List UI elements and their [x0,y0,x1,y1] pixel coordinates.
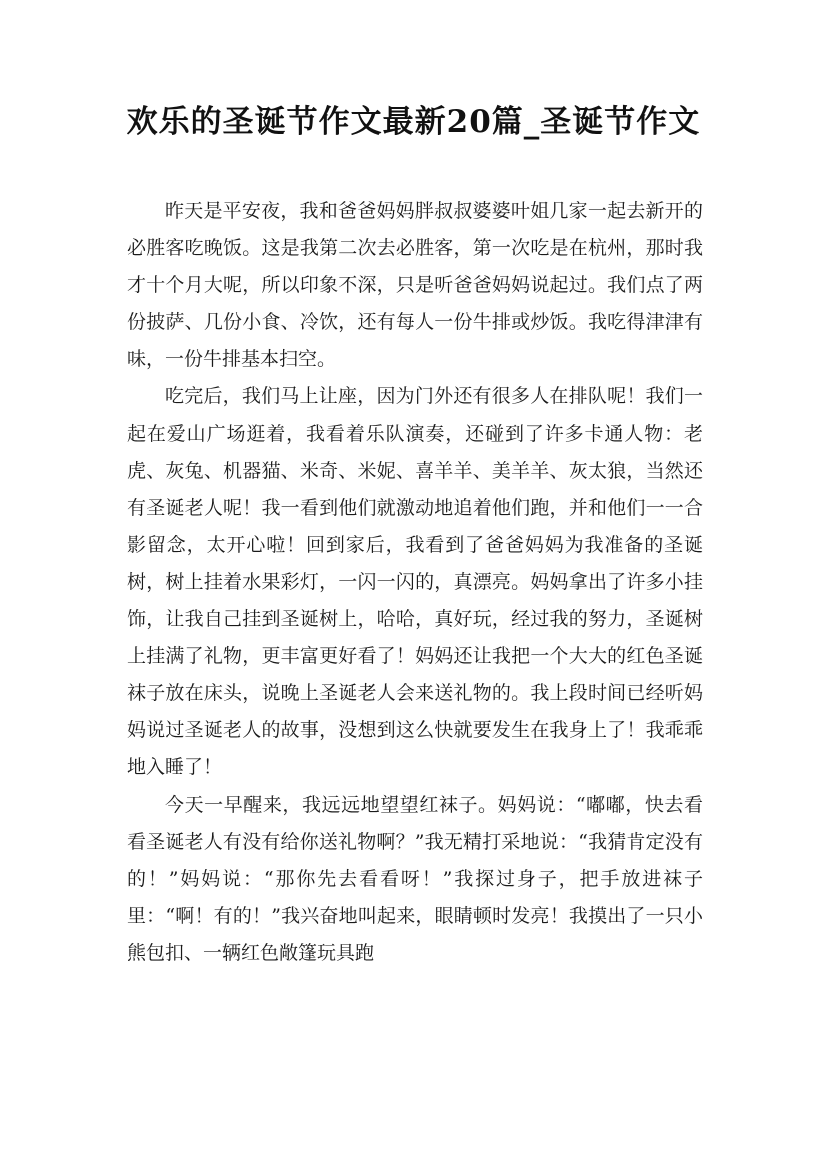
paragraph-3: 今天一早醒来，我远远地望望红袜子。妈妈说：“嘟嘟，快去看看圣诞老人有没有给你送礼物啊？”我无精打采地说：“我猜肯定没有的！”妈妈说：“那你先去看看呀！”我探过身子，把手放进袜子里：“啊！有的！”我兴奋地叫起来，眼睛顿时发亮！我摸出了一只小熊包扣、一辆红色敞篷玩具跑 [127,793,703,964]
paragraph-1: 昨天是平安夜，我和爸爸妈妈胖叔叔婆婆叶姐几家一起去新开的必胜客吃晚饭。这是我第二次去必胜客，第一次吃是在杭州，那时我才十个月大呢，所以印象不深，只是听爸爸妈妈说起过。我们点了两份披萨、几份小食、冷饮，还有每人一份牛排或炒饭。我吃得津津有味，一份牛排基本扫空。 [127,200,703,371]
document-body [127,193,703,972]
paragraph-2: 吃完后，我们马上让座，因为门外还有很多人在排队呢！我们一起在爱山广场逛着，我看着乐队演奏，还碰到了许多卡通人物：老虎、灰兔、机器猫、米奇、米妮、喜羊羊、美羊羊、灰太狼，当然还有圣诞老人呢！我一看到他们就激动地追着他们跑，并和他们一一合影留念，太开心啦！回到家后，我看到了爸爸妈妈为我准备的圣诞树，树上挂着水果彩灯，一闪一闪的，真漂亮。妈妈拿出了许多小挂饰，让我自己挂到圣诞树上，哈哈，真好玩，经过我的努力，圣诞树上挂满了礼物，更丰富更好看了！妈妈还让我把一个大大的红色圣诞袜子放在床头，说晚上圣诞老人会来送礼物的。我上段时间已经听妈妈说过圣诞老人的故事，没想到这么快就要发生在我身上了！我乖乖地入睡了！ [127,385,703,779]
document-title: 欢乐的圣诞节作文最新20篇_圣诞节作文 [126,104,701,140]
